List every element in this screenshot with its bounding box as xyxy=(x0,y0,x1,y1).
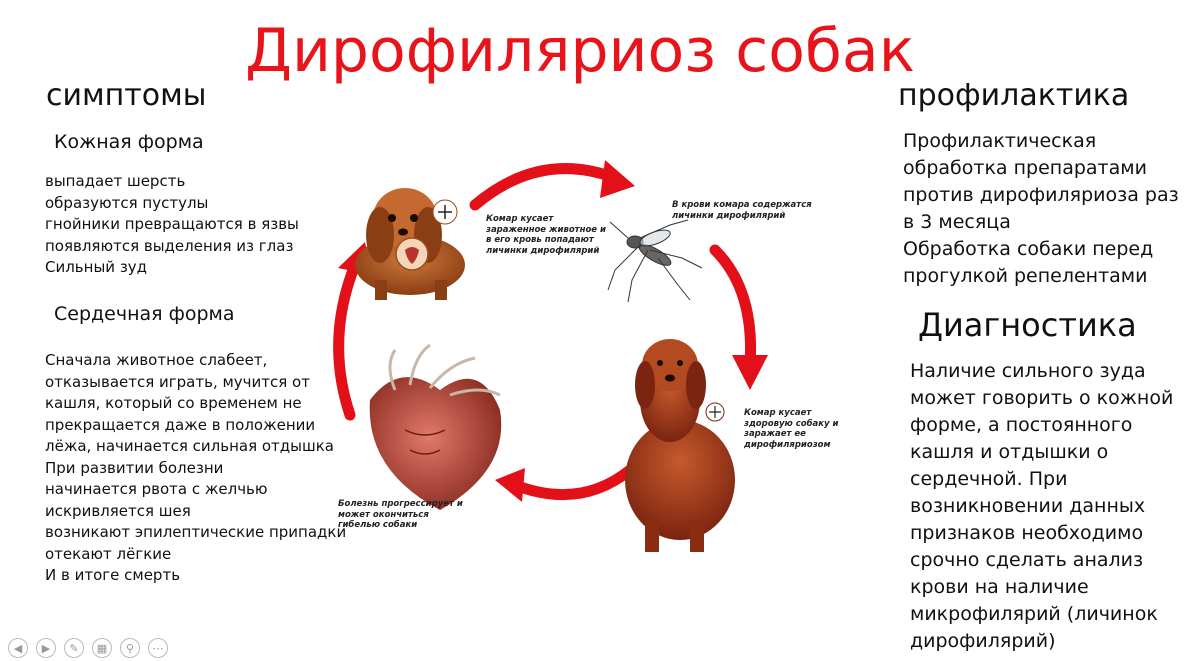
heart-form-list xyxy=(45,350,346,587)
arrow-top xyxy=(475,160,635,205)
caption-line: личинки дирофилярий xyxy=(486,245,600,256)
list-item: отекают лёгкие xyxy=(45,544,172,563)
text-line: возникновении данных xyxy=(910,495,1146,517)
caption-line: личинки дирофилярий xyxy=(672,210,786,221)
text-line: срочно сделать анализ xyxy=(910,549,1144,571)
caption-bite-infected xyxy=(486,214,606,256)
spaniel-illustration xyxy=(355,188,465,300)
pen-icon[interactable]: ✎ xyxy=(64,638,84,658)
heart-illustration xyxy=(370,345,502,510)
text-line: крови на наличие xyxy=(910,576,1089,598)
caption-line: гибелью собаки xyxy=(338,520,418,530)
mosquito-illustration xyxy=(608,220,702,302)
heart-form-heading: Сердечная форма xyxy=(54,303,235,325)
text-line: может говорить о кожной xyxy=(910,387,1174,409)
prev-icon[interactable]: ◀ xyxy=(8,638,28,658)
list-item: Сильный зуд xyxy=(45,258,148,276)
slides-icon[interactable]: ▦ xyxy=(92,638,112,658)
symptoms-heading: симптомы xyxy=(46,78,207,113)
text-line: в 3 месяца xyxy=(903,211,1011,233)
list-item: При развитии болезни xyxy=(45,458,224,477)
list-item: появляются выделения из глаз xyxy=(45,236,294,255)
list-item: искривляется шея xyxy=(45,501,191,520)
caption-line: в его кровь попадают xyxy=(486,235,594,245)
caption-line: Комар кусает xyxy=(486,214,554,224)
text-line: форме, а постоянного xyxy=(910,414,1133,436)
arrow-right xyxy=(715,250,768,390)
text-line: против дирофиляриоза раз xyxy=(903,184,1179,206)
caption-line: заражает ее xyxy=(744,429,806,439)
slide-title: Дирофиляриоз собак xyxy=(245,16,915,86)
arrow-bottom xyxy=(495,468,630,502)
list-item: отказывается играть, мучится от xyxy=(45,372,310,391)
caption-line: Комар кусает xyxy=(744,408,812,418)
list-item: образуются пустулы xyxy=(45,193,209,212)
list-item: гнойники превращаются в язвы xyxy=(45,215,299,233)
list-item: кашля, который со временем не xyxy=(45,394,302,412)
list-item: начинается рвота с желчью xyxy=(45,480,268,498)
text-line: признаков необходимо xyxy=(910,522,1144,544)
list-item: выпадает шерсть xyxy=(45,172,186,190)
list-item: И в итоге смерть xyxy=(45,566,181,584)
text-line: кашля и отдышки о xyxy=(910,441,1109,463)
setter-illustration xyxy=(625,339,735,552)
caption-mosquito xyxy=(672,200,812,221)
diagnostics-text xyxy=(910,358,1173,655)
text-line: Профилактическая xyxy=(903,130,1097,152)
text-line: Наличие сильного зуда xyxy=(910,360,1146,382)
diagnostics-heading: Диагностика xyxy=(918,306,1137,344)
list-item: возникают эпилептические припадки xyxy=(45,523,347,541)
caption-line: Болезнь прогрессирует и xyxy=(338,499,463,509)
list-item: лёжа, начинается сильная отдышка xyxy=(45,437,334,455)
skin-form-heading: Кожная форма xyxy=(54,131,204,153)
caption-line: зараженное животное и xyxy=(486,224,606,235)
next-icon[interactable]: ▶ xyxy=(36,638,56,658)
prevention-heading: профилактика xyxy=(898,78,1130,113)
list-item: прекращается даже в положении xyxy=(45,415,316,434)
text-line: дирофилярий) xyxy=(910,630,1056,652)
zoom-icon[interactable]: ⚲ xyxy=(120,638,140,658)
text-line: микрофилярий (личинок xyxy=(910,603,1158,625)
text-line: сердечной. При xyxy=(910,468,1068,490)
text-line: Обработка собаки перед xyxy=(903,238,1154,260)
caption-bite-healthy xyxy=(744,408,838,450)
text-line: обработка препаратами xyxy=(903,157,1147,179)
prevention-text xyxy=(903,128,1179,290)
caption-line: дирофиляриозом xyxy=(744,439,831,450)
skin-form-list xyxy=(45,171,299,279)
more-icon[interactable]: ⋯ xyxy=(148,638,168,658)
slideshow-controls xyxy=(8,638,168,658)
caption-line: здоровую собаку и xyxy=(744,418,839,429)
caption-line: В крови комара содержатся xyxy=(672,200,812,210)
caption-disease xyxy=(338,499,463,531)
list-item: Сначала животное слабеет, xyxy=(45,351,268,369)
text-line: прогулкой репелентами xyxy=(903,265,1148,287)
caption-line: может окончиться xyxy=(338,509,429,520)
